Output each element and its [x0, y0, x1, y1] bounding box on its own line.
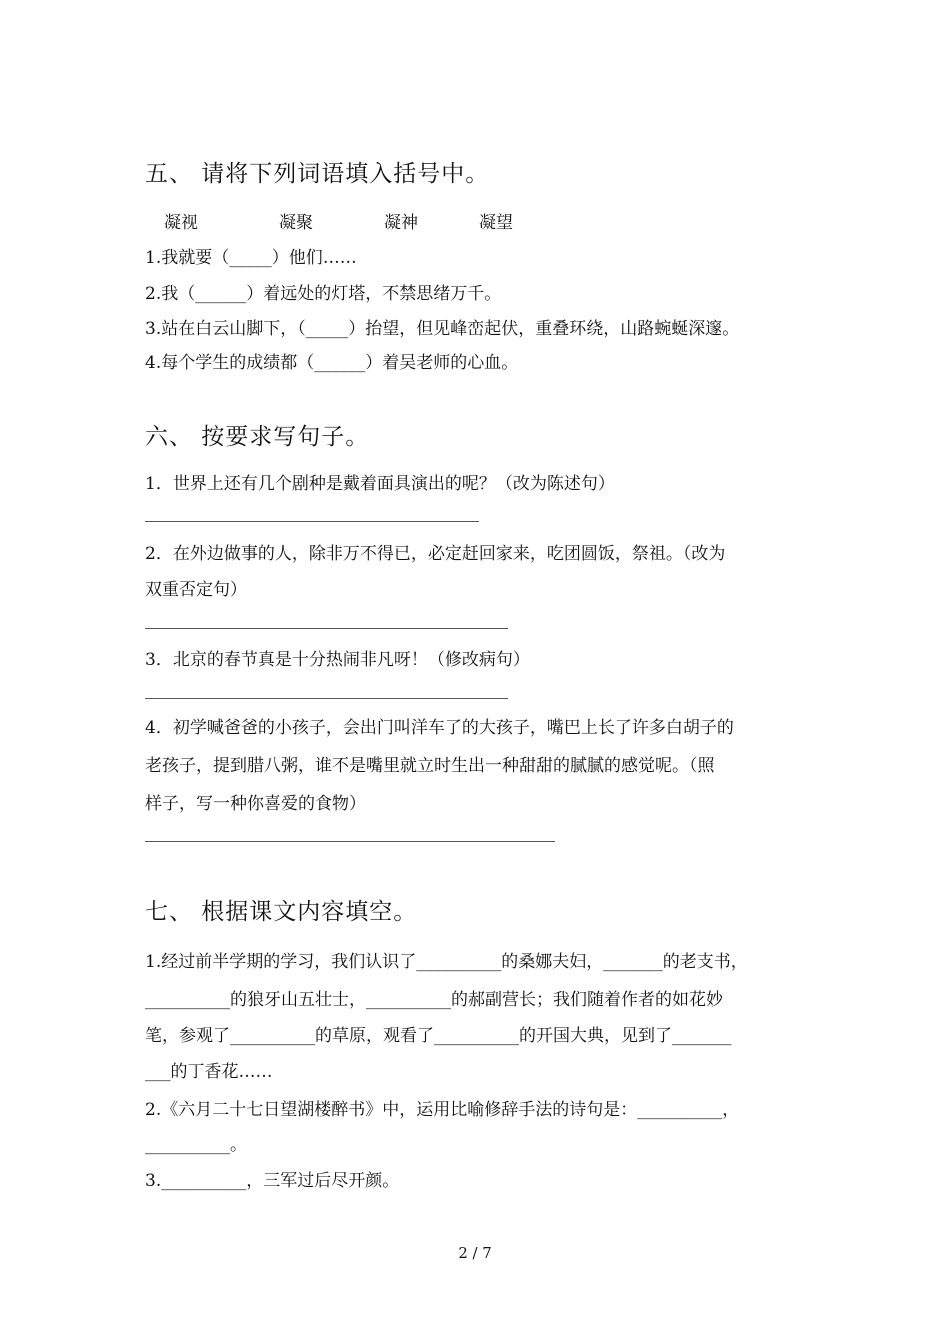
section-5-title: 五、 请将下列词语填入括号中。	[145, 161, 490, 187]
sec7-q2-line1: 2.《六月二十七日望湖楼醉书》中，运用比喻修辞手法的诗句是：__________，	[145, 1100, 740, 1120]
sec6-q4-line1: 4．初学喊爸爸的小孩子，会出门叫洋车了的大孩子，嘴巴上长了许多白胡子的	[145, 718, 734, 738]
sec6-q3: 3．北京的春节真是十分热闹非凡呀！（修改病句）	[145, 650, 530, 670]
sec5-item-2: 2.我（______）着远处的灯塔，不禁思绪万千。	[145, 284, 502, 304]
sec5-item-1: 1.我就要（_____）他们……	[145, 248, 357, 268]
word-3: 凝神	[384, 213, 418, 233]
sec5-item-3: 3.站在白云山脚下，（_____）抬望，但见峰峦起伏，重叠环绕，山路蜿蜒深邃。	[145, 319, 740, 339]
sec7-q1-line2: __________的狼牙山五壮士，__________的郝副营长；我们随着作者的如花妙	[145, 990, 723, 1010]
sec7-q1-line1: 1.经过前半学期的学习，我们认识了__________的桑娜夫妇，_______的老支书，	[145, 952, 748, 972]
sec6-q1: 1．世界上还有几个剧种是戴着面具演出的呢？（改为陈述句）	[145, 474, 615, 494]
sec7-q3: 3.__________，三军过后尽开颜。	[145, 1171, 400, 1191]
word-1: 凝视	[164, 213, 198, 233]
sec6-q4-line2: 老孩子，提到腊八粥，谁不是嘴里就立时生出一种甜甜的腻腻的感觉呢。（照	[145, 756, 715, 776]
sec6-q2-line2: 双重否定句）	[145, 580, 247, 600]
sec6-q4-answer-line[interactable]	[145, 841, 555, 842]
sec6-q3-answer-line[interactable]	[145, 698, 508, 699]
sec7-q1-line4: ___的丁香花……	[145, 1062, 273, 1082]
section-7-title: 七、 根据课文内容填空。	[145, 899, 418, 925]
sec7-q2-line2: __________。	[145, 1135, 247, 1155]
word-4: 凝望	[479, 213, 513, 233]
sec6-q4-line3: 样子，写一种你喜爱的食物）	[145, 794, 366, 814]
sec6-q2-answer-line[interactable]	[145, 628, 508, 629]
word-2: 凝聚	[279, 213, 313, 233]
sec6-q2-line1: 2．在外边做事的人，除非万不得已，必定赶回家来，吃团圆饭，祭祖。（改为	[145, 544, 726, 564]
sec5-item-4: 4.每个学生的成绩都（______）着吴老师的心血。	[145, 353, 519, 373]
page-number: 2 / 7	[458, 1244, 492, 1262]
section-6-title: 六、 按要求写句子。	[145, 424, 370, 450]
sec6-q1-answer-line[interactable]	[145, 521, 479, 522]
sec7-q1-line3: 笔，参观了__________的草原，观看了__________的开国大典，见到了_______	[145, 1026, 732, 1046]
